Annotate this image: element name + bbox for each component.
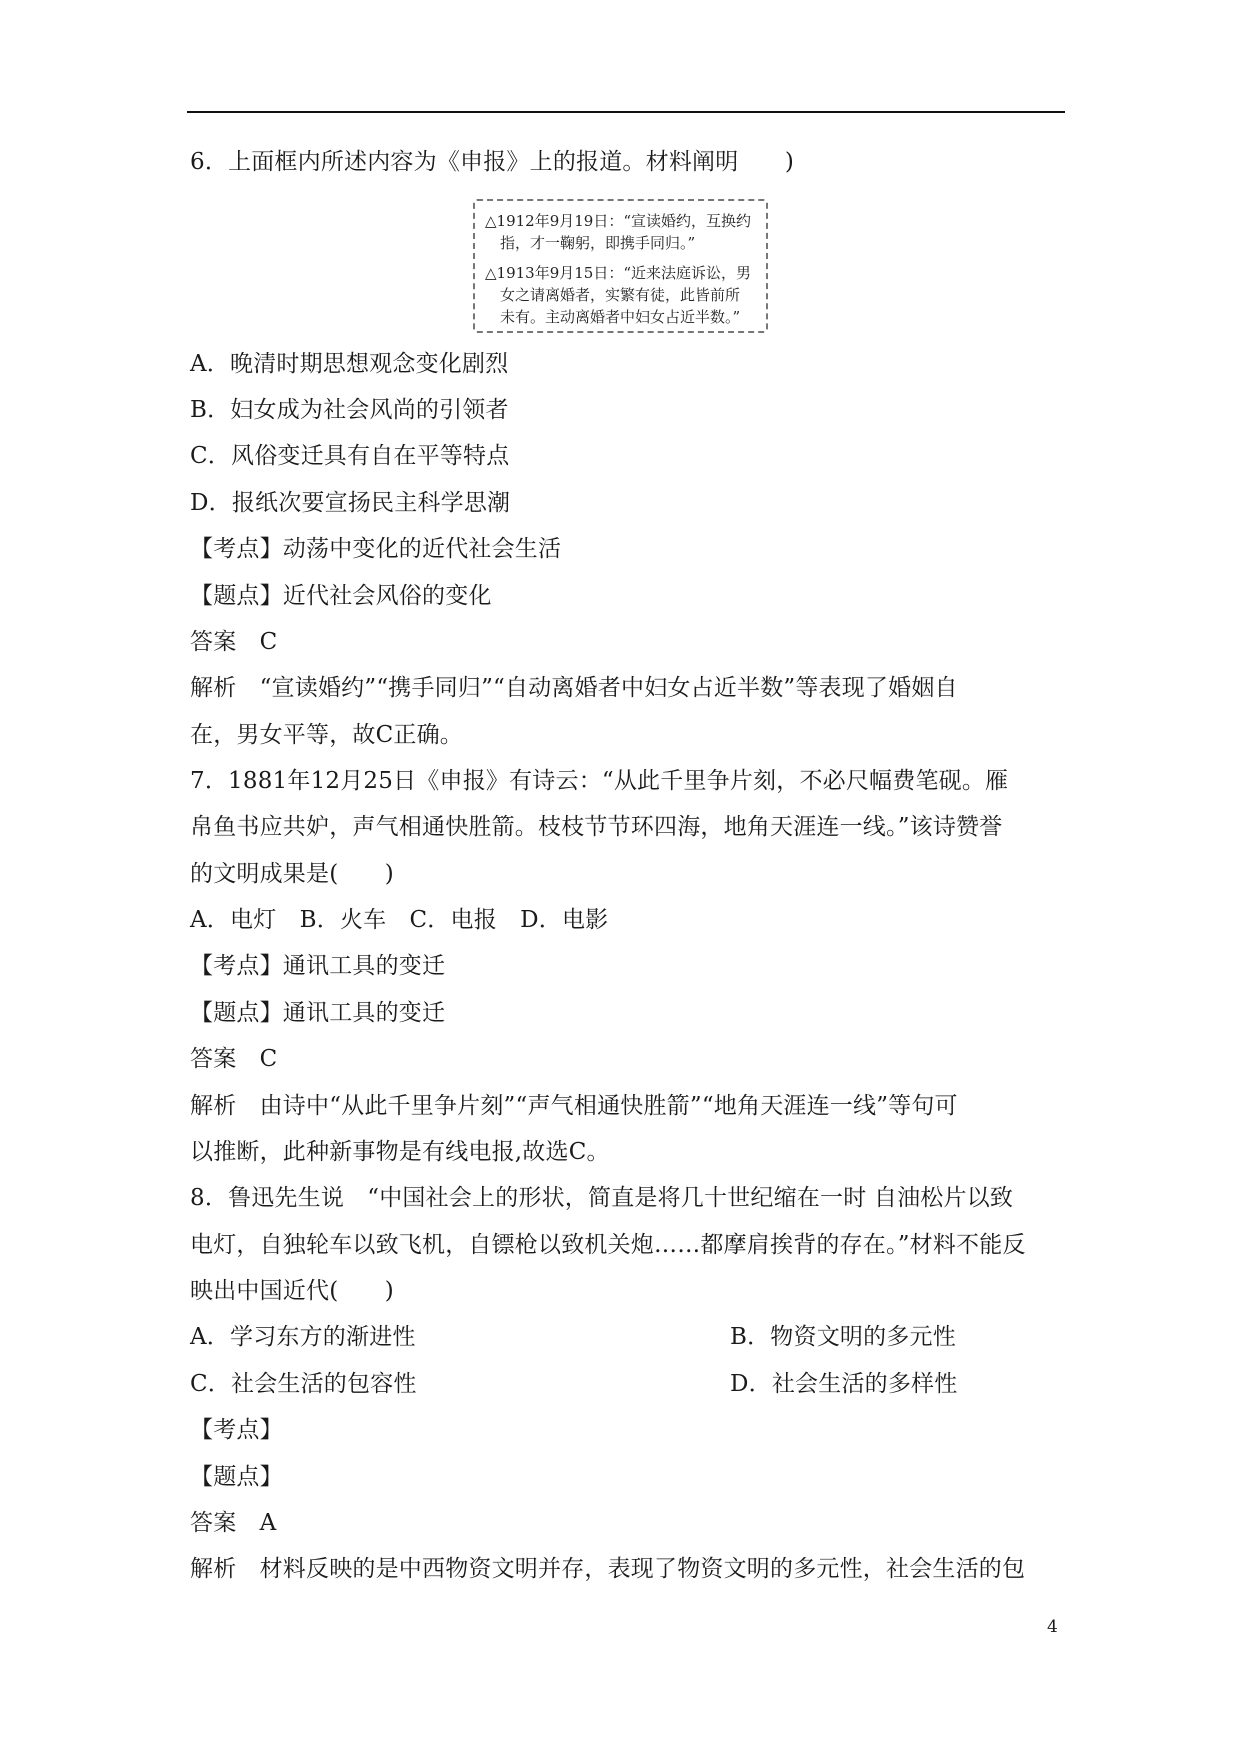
q6-box-line-3: △1913年9月15日：“近来法庭诉讼，男	[485, 264, 752, 282]
q6-box-line-1: △1912年9月19日：“宣读婚约，互换约	[485, 212, 752, 230]
q6-material-box	[473, 199, 768, 333]
q8-answer: 答案 A	[190, 1510, 277, 1536]
q6-kaodian: 【考点】动荡中变化的近代社会生活	[190, 536, 562, 562]
q7-analysis-line-1: 解析 由诗中“从此千里争片刻”“声气相通快胜箭”“地角天涯连一线”等句可	[190, 1093, 958, 1119]
q8-tidian: 【题点】	[190, 1464, 283, 1490]
q6-option-d: D．报纸次要宣扬民主科学思潮	[190, 490, 511, 516]
q8-option-d: D．社会生活的多样性	[730, 1371, 958, 1397]
q8-kaodian: 【考点】	[190, 1417, 283, 1443]
q7-stem-line-3: 的文明成果是( )	[190, 861, 394, 887]
q8-option-b: B．物资文明的多元性	[730, 1324, 956, 1350]
q7-answer: 答案 C	[190, 1046, 278, 1072]
q8-stem-line-3: 映出中国近代( )	[190, 1278, 394, 1304]
q8-stem-line-2: 电灯，自独轮车以致飞机，自镖枪以致机关炮……都摩肩挨背的存在。”材料不能反	[190, 1232, 1026, 1258]
q6-option-b: B．妇女成为社会风尚的引领者	[190, 397, 509, 423]
q7-analysis-line-2: 以推断，此种新事物是有线电报,故选C。	[190, 1139, 610, 1165]
q7-options: A．电灯 B．火车 C．电报 D．电影	[190, 907, 609, 933]
header-rule	[187, 111, 1065, 113]
q6-analysis-line-1: 解析 “宣读婚约”“携手同归”“自动离婚者中妇女占近半数”等表现了婚姻自	[190, 675, 958, 701]
q6-box-line-2: 指，才一鞠躬，即携手同归。”	[500, 234, 696, 252]
q8-options-row-1	[190, 1322, 956, 1352]
q6-analysis-line-2: 在，男女平等，故C正确。	[190, 722, 463, 748]
q7-stem-line-1: 7．1881年12月25日《申报》有诗云：“从此千里争片刻，不必尺幅费笔砚。雁	[190, 768, 1009, 794]
q6-box-line-5: 未有。主动离婚者中妇女占近半数。”	[500, 308, 741, 326]
page-number: 4	[1047, 1617, 1058, 1637]
q6-tidian: 【题点】近代社会风俗的变化	[190, 583, 492, 609]
q6-option-c: C．风俗变迁具有自在平等特点	[190, 443, 510, 469]
q7-stem-line-2: 帛鱼书应共妒，声气相通快胜箭。枝枝节节环四海，地角天涯连一线。”该诗赞誉	[190, 814, 1003, 840]
q7-tidian: 【题点】通讯工具的变迁	[190, 1000, 446, 1026]
q8-option-c: C．社会生活的包容性	[190, 1371, 417, 1397]
q8-option-a: A．学习东方的渐进性	[190, 1324, 416, 1350]
q7-kaodian: 【考点】通讯工具的变迁	[190, 953, 446, 979]
q6-option-a: A．晚清时期思想观念变化剧烈	[190, 351, 509, 377]
q6-box-line-4: 女之请离婚者，实繁有徒，此皆前所	[500, 286, 741, 304]
q8-options-row-2	[190, 1369, 958, 1399]
q8-stem-line-1: 8．鲁迅先生说 “中国社会上的形状，简直是将几十世纪缩在一时 自油松片以致	[190, 1185, 1014, 1211]
q6-answer: 答案 C	[190, 629, 278, 655]
q8-analysis-line-1: 解析 材料反映的是中西物资文明并存，表现了物资文明的多元性，社会生活的包	[190, 1556, 1026, 1582]
q6-stem: 6．上面框内所述内容为《申报》上的报道。材料阐明 )	[190, 149, 795, 175]
